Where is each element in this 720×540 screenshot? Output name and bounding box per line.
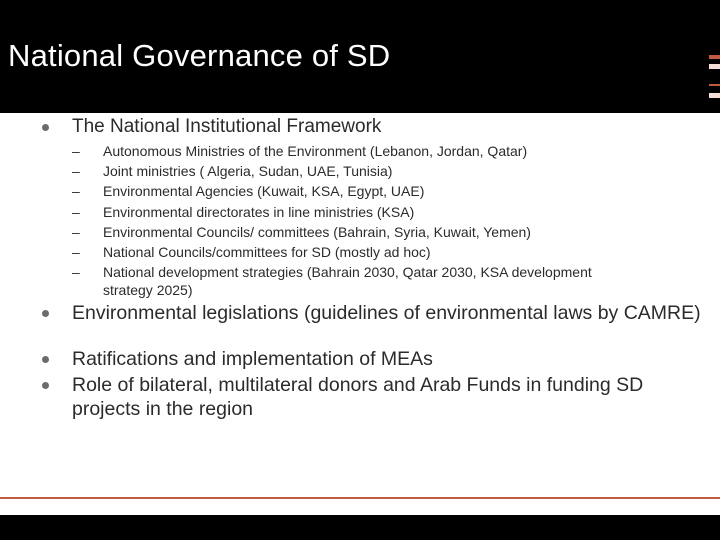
sub-item-text: National Councils/committees for SD (mostly ad hoc) bbox=[103, 243, 431, 260]
sub-item-text: National development strategies (Bahrain 2030, Qatar 2030, KSA development strategy 2025) bbox=[103, 264, 592, 298]
sub-item bbox=[72, 161, 692, 181]
sub-item bbox=[72, 202, 692, 222]
bullet-dot-icon bbox=[42, 124, 49, 131]
decor-stripe bbox=[709, 93, 720, 98]
dash-marker: – bbox=[72, 264, 80, 281]
decor-stripe bbox=[709, 64, 720, 69]
bullet-text: Role of bilateral, multilateral donors and Arab Funds in funding SD projects in the region bbox=[72, 374, 644, 420]
footer-accent-line bbox=[0, 497, 720, 499]
sub-item bbox=[72, 181, 692, 201]
dash-marker: – bbox=[72, 143, 80, 159]
title-bar bbox=[0, 0, 720, 113]
bullet-dot-icon bbox=[42, 382, 49, 389]
sub-item-text: Environmental directorates in line ministries (KSA) bbox=[103, 203, 415, 220]
sub-item bbox=[72, 242, 692, 262]
sub-item bbox=[72, 222, 692, 242]
decor-stripe bbox=[709, 55, 720, 59]
bullet-text: Ratifications and implementation of MEAs bbox=[72, 348, 433, 370]
sub-item-text: Autonomous Ministries of the Environment (Lebanon, Jordan, Qatar) bbox=[103, 143, 528, 159]
dash-marker: – bbox=[72, 223, 80, 240]
dash-marker: – bbox=[72, 163, 80, 180]
bullet-dot-icon bbox=[42, 356, 49, 363]
dash-marker: – bbox=[72, 183, 80, 200]
decor-stripe bbox=[709, 84, 720, 86]
slide-title: National Governance of SD bbox=[8, 38, 391, 73]
bullet-text: The National Institutional Framework bbox=[72, 116, 382, 137]
bullet-dot-icon bbox=[42, 310, 49, 317]
sub-item bbox=[72, 141, 692, 161]
sub-item-text: Joint ministries ( Algeria, Sudan, UAE, Tunisia) bbox=[103, 163, 393, 180]
bullet-text: Environmental legislations (guidelines of environmental laws by CAMRE) bbox=[72, 302, 701, 324]
footer-bar bbox=[0, 515, 720, 540]
dash-marker: – bbox=[72, 203, 80, 220]
sub-item bbox=[72, 262, 692, 302]
sub-item-text: Environmental Agencies (Kuwait, KSA, Egypt, UAE) bbox=[103, 183, 425, 200]
dash-marker: – bbox=[72, 243, 80, 260]
sub-item-text: Environmental Councils/ committees (Bahrain, Syria, Kuwait, Yemen) bbox=[103, 223, 531, 240]
sub-list bbox=[72, 141, 692, 302]
